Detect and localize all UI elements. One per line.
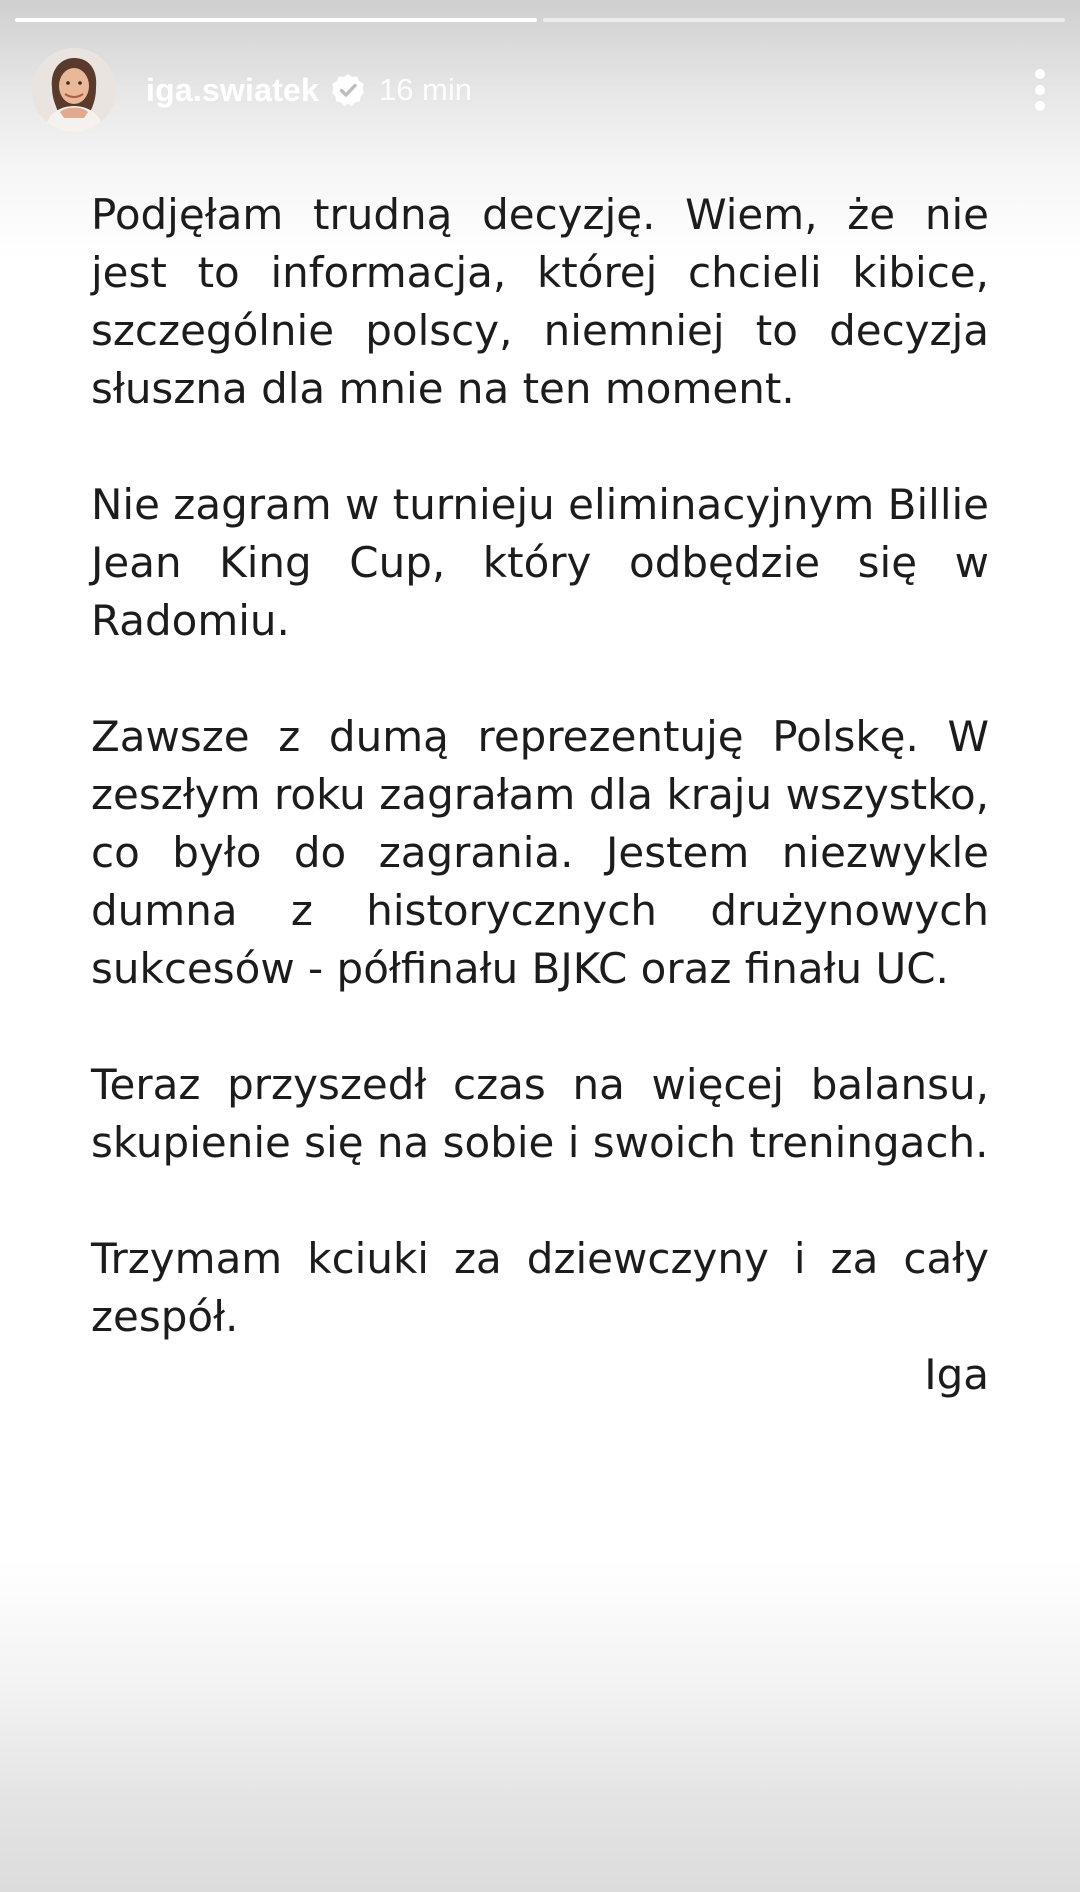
verified-badge-icon [331,73,365,107]
story-progress-segment [543,18,1065,22]
story-header [32,48,1060,132]
vertical-dots-icon [1034,68,1046,112]
message-signature: Iga [924,1350,989,1399]
message-paragraph: Teraz przyszedł czas na więcej balansu, skupienie się na sobie i swoich treningach. [91,1060,989,1167]
message-paragraph: Podjęłam trudną decyzję. Wiem, że nie jest to informacja, której chcieli kibice, szczególnie polscy, niemniej to decyzja słuszna dla mnie na ten moment. [91,190,989,413]
story-message [91,186,989,1404]
story-progress-fill [15,18,537,22]
avatar[interactable] [32,48,116,132]
story-progress-segment [15,18,537,22]
username[interactable]: iga.swiatek [146,71,319,108]
more-options-button[interactable] [1020,60,1060,120]
profile-photo-icon [32,48,116,132]
message-paragraph: Zawsze z dumą reprezentuję Polskę. W zeszłym roku zagrałam dla kraju wszystko, co było do zagrania. Jestem niezwykle dumna z historycznych drużynowych sukcesów - półfinału BJKC oraz finału UC. [91,712,989,993]
message-paragraph: Trzymam kciuki za dziewczyny i za cały zespół. [91,1234,989,1341]
post-timestamp: 16 min [378,72,472,107]
message-paragraph: Nie zagram w turnieju eliminacyjnym Billie Jean King Cup, który odbędzie się w Radomiu. [91,480,989,645]
story-progress-bar [15,18,1065,22]
